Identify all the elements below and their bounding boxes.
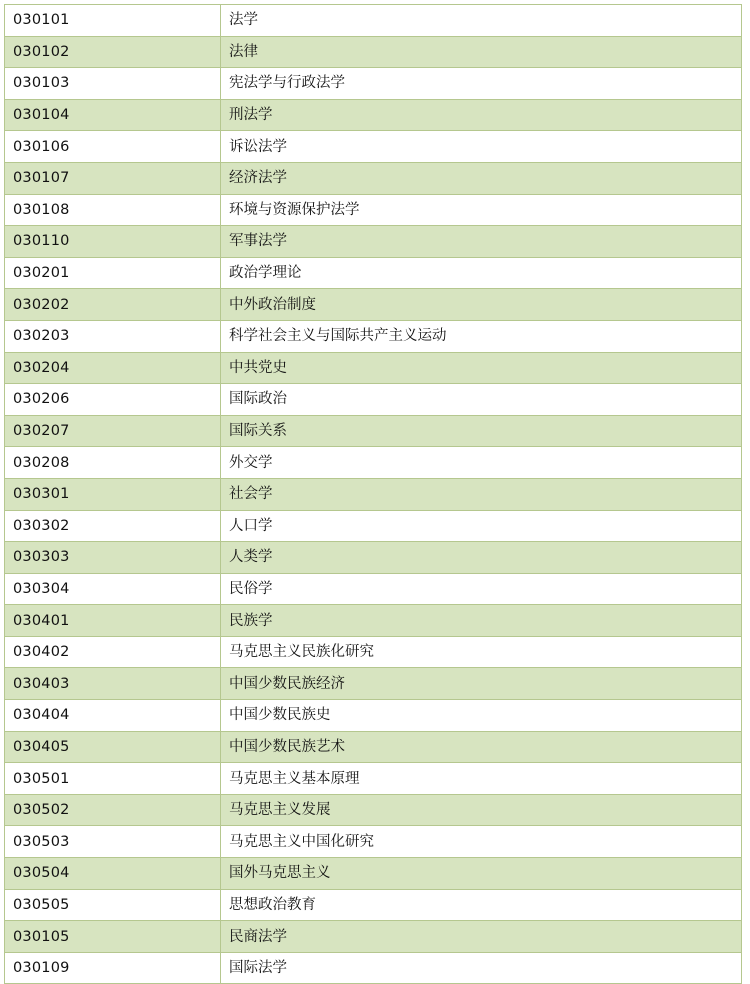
cell-code: 030303 [5, 542, 221, 574]
cell-name: 外交学 [221, 447, 742, 479]
cell-code: 030105 [5, 921, 221, 953]
cell-code: 030302 [5, 510, 221, 542]
cell-name: 科学社会主义与国际共产主义运动 [221, 320, 742, 352]
cell-code: 030101 [5, 5, 221, 37]
cell-code: 030107 [5, 162, 221, 194]
cell-name: 人类学 [221, 542, 742, 574]
cell-name: 中国少数民族史 [221, 700, 742, 732]
cell-code: 030102 [5, 36, 221, 68]
table-row [5, 289, 742, 321]
table-row [5, 858, 742, 890]
table-row [5, 352, 742, 384]
cell-code: 030207 [5, 415, 221, 447]
cell-code: 030403 [5, 668, 221, 700]
table-row [5, 605, 742, 637]
cell-code: 030109 [5, 952, 221, 984]
cell-code: 030504 [5, 858, 221, 890]
cell-name: 中国少数民族艺术 [221, 731, 742, 763]
cell-code: 030208 [5, 447, 221, 479]
discipline-code-table [4, 4, 742, 984]
cell-name: 国外马克思主义 [221, 858, 742, 890]
table-row [5, 226, 742, 258]
cell-code: 030405 [5, 731, 221, 763]
table-row [5, 952, 742, 984]
table-row [5, 636, 742, 668]
cell-code: 030104 [5, 99, 221, 131]
table-row [5, 889, 742, 921]
cell-name: 中共党史 [221, 352, 742, 384]
cell-code: 030404 [5, 700, 221, 732]
cell-code: 030502 [5, 794, 221, 826]
cell-code: 030108 [5, 194, 221, 226]
cell-name: 环境与资源保护法学 [221, 194, 742, 226]
cell-code: 030304 [5, 573, 221, 605]
cell-name: 民商法学 [221, 921, 742, 953]
cell-name: 中国少数民族经济 [221, 668, 742, 700]
cell-code: 030110 [5, 226, 221, 258]
cell-name: 法学 [221, 5, 742, 37]
table-row [5, 5, 742, 37]
cell-name: 国际政治 [221, 384, 742, 416]
cell-name: 人口学 [221, 510, 742, 542]
cell-code: 030501 [5, 763, 221, 795]
cell-code: 030402 [5, 636, 221, 668]
cell-name: 社会学 [221, 478, 742, 510]
table-row [5, 700, 742, 732]
cell-name: 诉讼法学 [221, 131, 742, 163]
table-row [5, 99, 742, 131]
cell-name: 思想政治教育 [221, 889, 742, 921]
cell-code: 030301 [5, 478, 221, 510]
cell-name: 中外政治制度 [221, 289, 742, 321]
cell-code: 030103 [5, 68, 221, 100]
cell-code: 030201 [5, 257, 221, 289]
table-row [5, 763, 742, 795]
table-row [5, 794, 742, 826]
table-row [5, 478, 742, 510]
cell-name: 国际关系 [221, 415, 742, 447]
table-body [5, 5, 742, 984]
cell-code: 030106 [5, 131, 221, 163]
cell-name: 政治学理论 [221, 257, 742, 289]
cell-name: 民俗学 [221, 573, 742, 605]
cell-name: 马克思主义基本原理 [221, 763, 742, 795]
table-row [5, 542, 742, 574]
table-row [5, 384, 742, 416]
table-row [5, 320, 742, 352]
cell-code: 030204 [5, 352, 221, 384]
table-row [5, 68, 742, 100]
table-row [5, 162, 742, 194]
table-row [5, 447, 742, 479]
cell-name: 刑法学 [221, 99, 742, 131]
table-row [5, 731, 742, 763]
table-row [5, 131, 742, 163]
table-row [5, 257, 742, 289]
table-row [5, 415, 742, 447]
cell-code: 030206 [5, 384, 221, 416]
cell-code: 030505 [5, 889, 221, 921]
cell-name: 马克思主义中国化研究 [221, 826, 742, 858]
table-row [5, 921, 742, 953]
table-row [5, 194, 742, 226]
table-row [5, 573, 742, 605]
cell-name: 马克思主义民族化研究 [221, 636, 742, 668]
cell-name: 法律 [221, 36, 742, 68]
cell-code: 030202 [5, 289, 221, 321]
cell-name: 军事法学 [221, 226, 742, 258]
cell-name: 马克思主义发展 [221, 794, 742, 826]
cell-name: 经济法学 [221, 162, 742, 194]
cell-code: 030203 [5, 320, 221, 352]
cell-code: 030401 [5, 605, 221, 637]
cell-code: 030503 [5, 826, 221, 858]
table-row [5, 668, 742, 700]
cell-name: 民族学 [221, 605, 742, 637]
table-row [5, 510, 742, 542]
cell-name: 宪法学与行政法学 [221, 68, 742, 100]
table-row [5, 36, 742, 68]
cell-name: 国际法学 [221, 952, 742, 984]
table-row [5, 826, 742, 858]
